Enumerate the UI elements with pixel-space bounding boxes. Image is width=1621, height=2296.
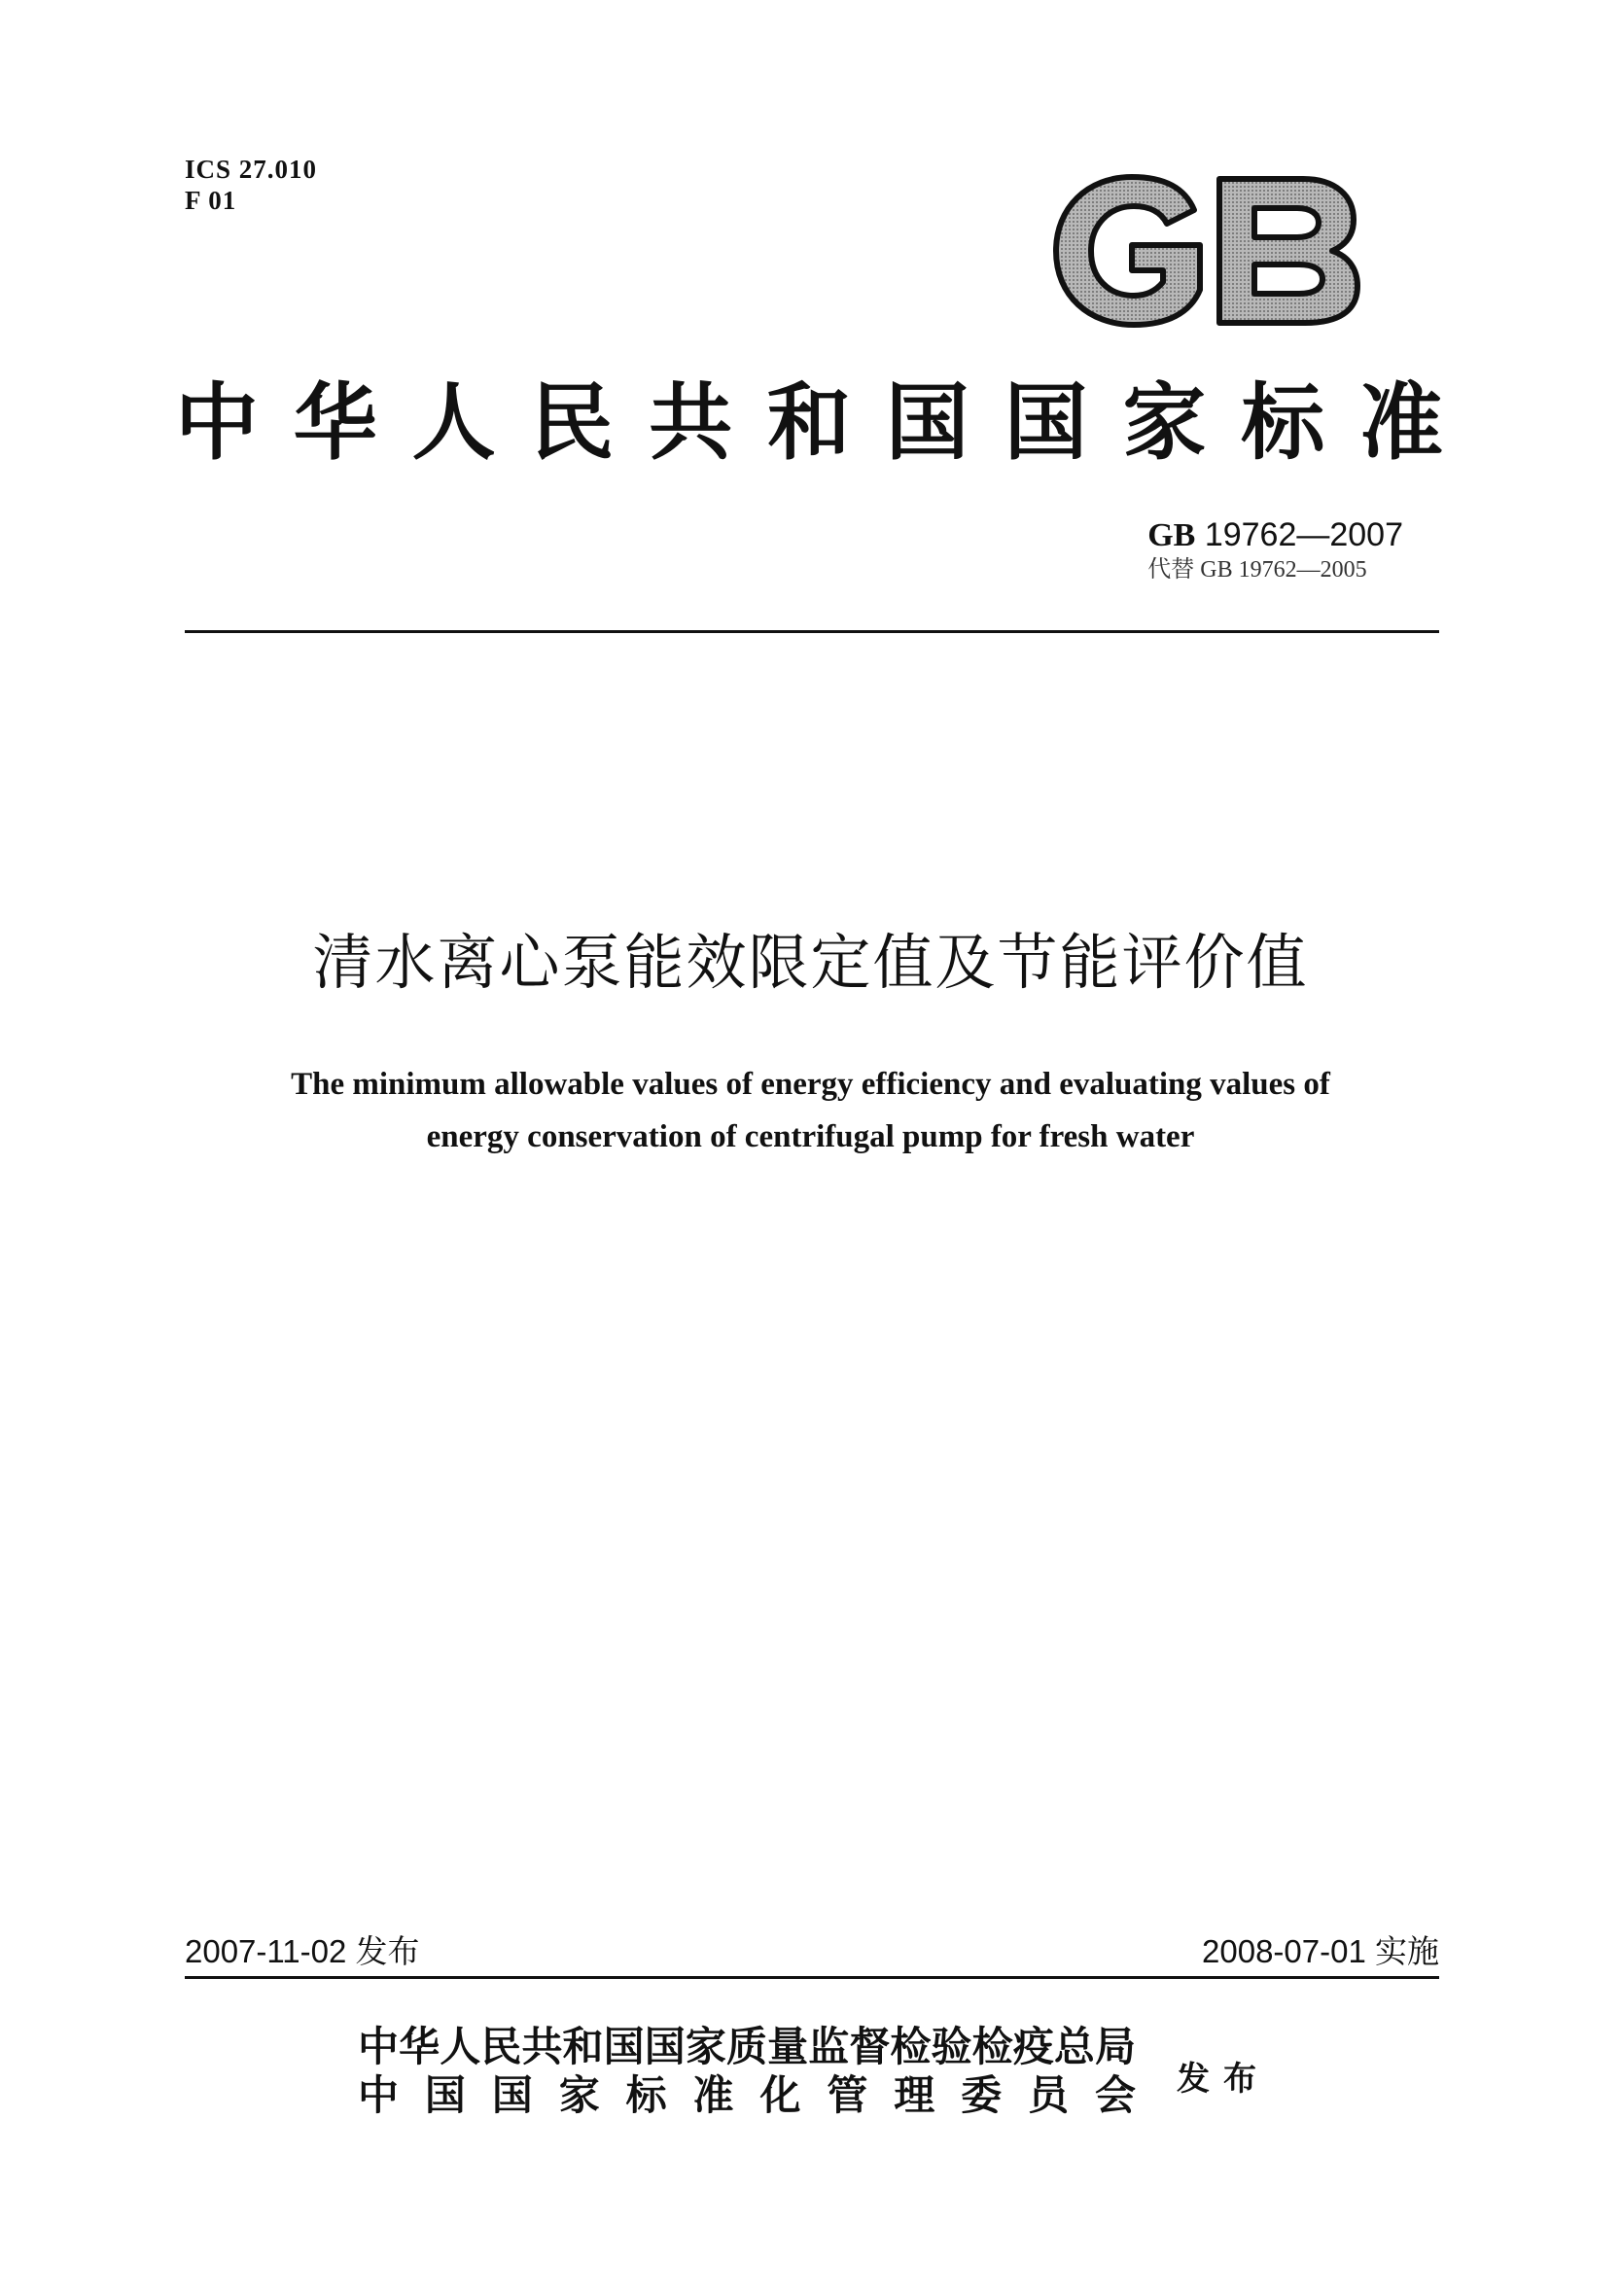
issuer-sac: 中国国家标准化管理委员会 <box>358 2071 1136 2119</box>
issuer-aqsiq: 中华人民共和国国家质量监督检验检疫总局 <box>358 2023 1136 2070</box>
issued-label: 发布 <box>1177 2060 1270 2099</box>
issue-date: 2007-11-02 发布 <box>185 1933 420 1969</box>
replaces-standard: 代替 GB 19762—2005 <box>1147 557 1367 583</box>
document-title-en <box>194 1058 1427 1163</box>
gb-logo <box>1048 173 1361 329</box>
standard-number-prefix: GB <box>1147 517 1196 553</box>
document-title-en-line1: The minimum allowable values of energy efficiency and evaluating values of <box>291 1067 1330 1102</box>
standard-number <box>1147 515 1403 555</box>
document-title-en-line2: energy conservation of centrifugal pump for fresh water <box>426 1119 1195 1154</box>
classification-codes <box>185 154 317 216</box>
issuing-authorities <box>358 2023 1136 2120</box>
logo-letter-b <box>1219 179 1357 323</box>
document-title-cn: 清水离心泵能效限定值及节能评价值 <box>312 927 1309 998</box>
ccs-code: F 01 <box>185 186 237 215</box>
logo-letter-g <box>1056 177 1200 325</box>
logo-text: GB <box>1048 173 1050 174</box>
top-divider <box>185 630 1439 633</box>
implementation-date: 2008-07-01 实施 <box>1202 1933 1439 1969</box>
national-standard-title: 中华人民共和国国家标准 <box>175 373 1449 472</box>
bottom-divider <box>185 1976 1439 1979</box>
standard-number-block <box>1147 515 1403 584</box>
standard-number-value: 19762—2007 <box>1204 516 1403 553</box>
ics-code: ICS 27.010 <box>185 155 318 184</box>
